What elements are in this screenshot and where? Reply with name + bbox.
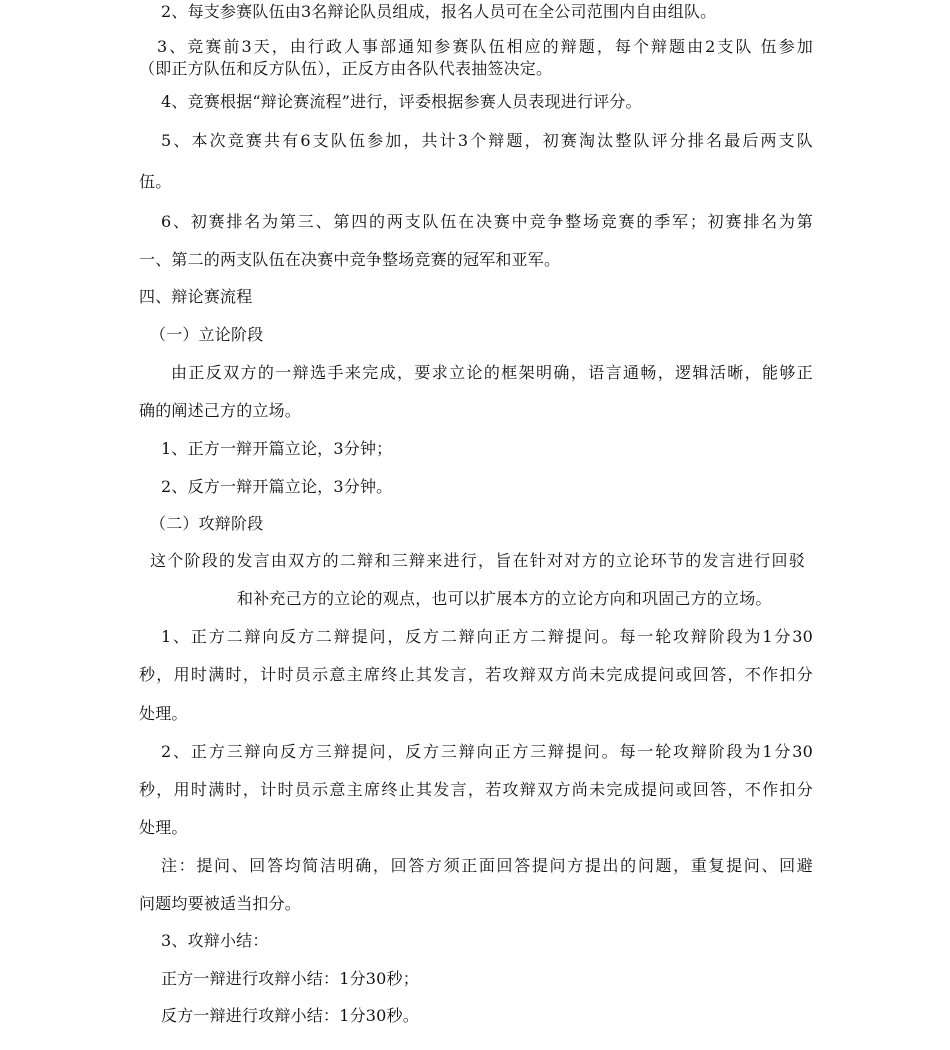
rule-item-6-line-2: 一、第二的两支队伍在决赛中竞争整场竞赛的冠军和亚军。 <box>139 250 561 269</box>
cross-description-line-2: 和补充己方的立论的观点，也可以扩展本方的立论方向和巩固己方的立场。 <box>237 589 772 608</box>
cross-summary-heading: 3、攻辩小结： <box>161 931 269 950</box>
opening-description-line-1: 由正反双方的一辩选手来完成，要求立论的框架明确，语言通畅，逻辑活晰，能够正 <box>171 363 813 382</box>
rule-item-3-line-2: （即正方队伍和反方队伍），正反方由各队代表抽签决定。 <box>139 59 553 78</box>
cross-item-2-line-1: 2、正方三辩向反方三辩提问，反方三辩向正方三辩提问。每一轮攻辩阶段为1分30 <box>161 742 813 761</box>
cross-item-1-line-3: 处理。 <box>139 704 188 723</box>
cross-description-line-1: 这个阶段的发言由双方的二辩和三辩来进行，旨在针对对方的立论环节的发言进行回驳 <box>150 551 805 570</box>
opening-item-2: 2、反方一辩开篇立论，3分钟。 <box>161 477 393 496</box>
note-line-1: 注：提问、回答均简洁明确，回答方须正面回答提问方提出的问题，重复提问、回避 <box>161 856 813 875</box>
rule-item-2: 2、每支参赛队伍由3名辩论队员组成，报名人员可在全公司范围内自由组队。 <box>161 2 717 21</box>
section-heading-debate-process: 四、辩论赛流程 <box>139 287 253 306</box>
rule-item-3-line-1: 3、竞赛前3天，由行政人事部通知参赛队伍相应的辩题，每个辩题由2支队 伍参加 <box>157 37 813 56</box>
cross-item-1-line-2: 秒，用时满时，计时员示意主席终止其发言，若攻辩双方尚未完成提问或回答，不作扣分 <box>139 665 813 684</box>
subheading-cross-examination: （二）攻辩阶段 <box>150 514 264 533</box>
subheading-opening-statement: （一）立论阶段 <box>150 325 264 344</box>
rule-item-5-line-2: 伍。 <box>139 172 172 191</box>
cross-item-1-line-1: 1、正方二辩向反方二辩提问，反方二辩向正方二辩提问。每一轮攻辩阶段为1分30 <box>161 627 813 646</box>
cross-summary-affirmative: 正方一辩进行攻辩小结：1分30秒； <box>161 969 419 988</box>
cross-item-2-line-2: 秒，用时满时，计时员示意主席终止其发言，若攻辩双方尚未完成提问或回答，不作扣分 <box>139 780 813 799</box>
opening-item-1: 1、正方一辩开篇立论，3分钟； <box>161 439 393 458</box>
opening-description-line-2: 确的阐述己方的立场。 <box>139 401 302 420</box>
cross-summary-negative: 反方一辩进行攻辩小结：1分30秒。 <box>161 1006 419 1025</box>
rule-item-4: 4、竞赛根据“辩论赛流程”进行，评委根据参赛人员表现进行评分。 <box>161 92 642 111</box>
cross-item-2-line-3: 处理。 <box>139 818 188 837</box>
note-line-2: 问题均要被适当扣分。 <box>139 894 302 913</box>
rule-item-5-line-1: 5、本次竞赛共有6支队伍参加，共计3个辩题，初赛淘汰整队评分排名最后两支队 <box>161 131 813 150</box>
rule-item-6-line-1: 6、初赛排名为第三、第四的两支队伍在决赛中竞争整场竞赛的季军；初赛排名为第 <box>161 212 813 231</box>
